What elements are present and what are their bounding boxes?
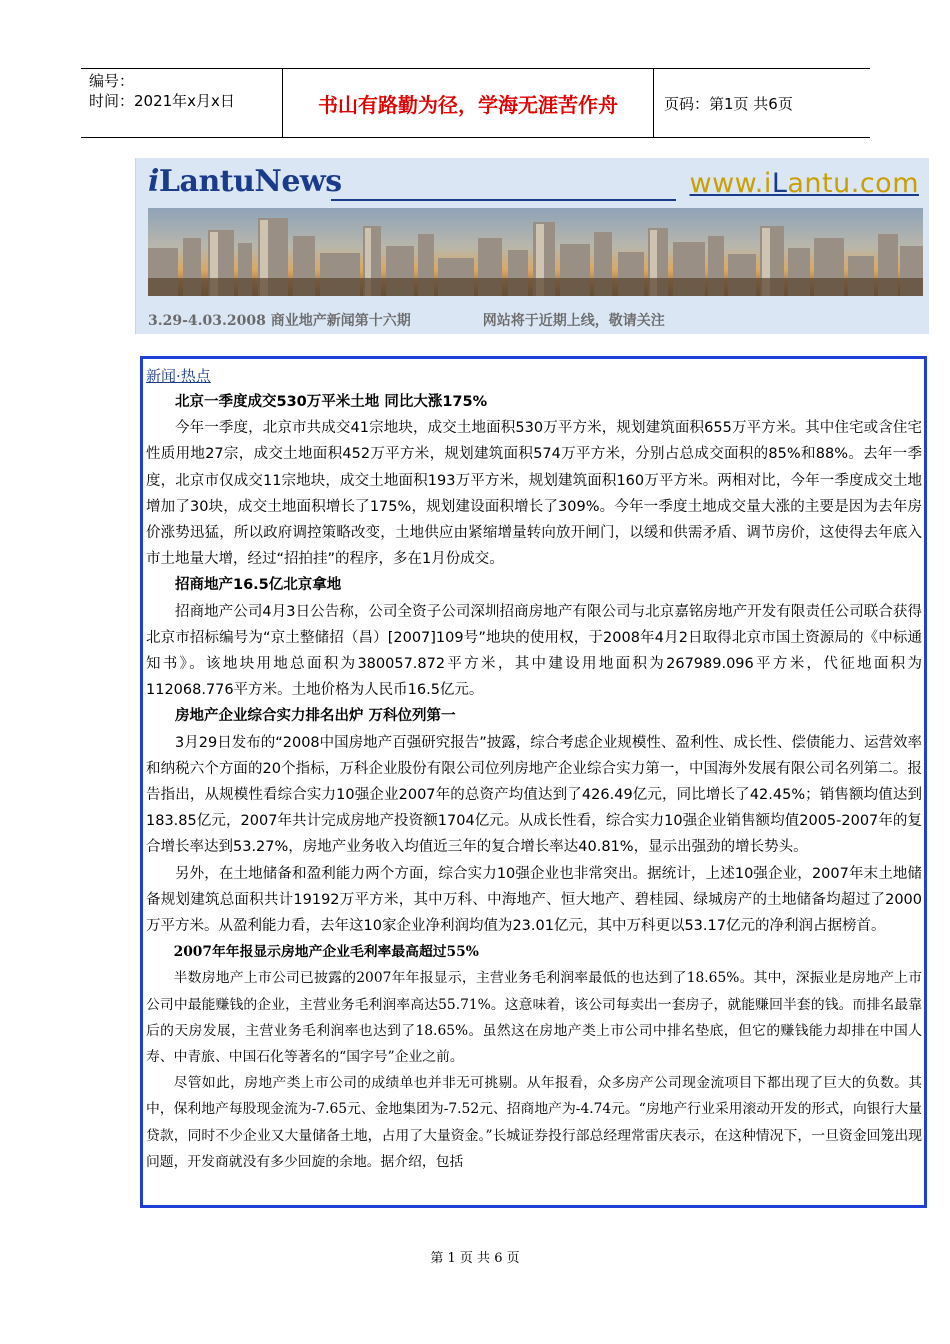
launch-notice: 网站将于近期上线，敬请关注 (482, 313, 665, 329)
issue-date: 3.29-4.03.2008 商业地产新闻第十六期 (148, 313, 411, 329)
paragraph-land-reserve: 另外，在土地储备和盈利能力两个方面，综合实力10强企业也非常突出。据统计，上述10强企业，2007年末土地储备规划建筑总面积共计19192万平方米，其中万科、中海地产、恒大地产、碧桂园、绿城房产的土地储备均超过了2000万平方米。从盈利能力看，去年这10家企业净利润均值为23.01亿元，其中万科更以53.17亿元的净利润占据榜首。 (146, 865, 922, 935)
skyline-image (148, 208, 923, 296)
header-meta (81, 69, 283, 137)
issue-line (148, 310, 665, 330)
headline-gross-margin: 2007年年报显示房地产企业毛利率最高超过55% (173, 944, 479, 961)
time-label: 时间：2021年x月x日 (89, 92, 235, 110)
headline-ranking: 房地产企业综合实力排名出炉 万科位列第一 (175, 708, 456, 725)
paragraph-beijing-land: 今年一季度，北京市共成交41宗地块，成交土地面积530万平方米，规划建筑面积655万平方米。其中住宅或含住宅性质用地27宗，成交土地面积452万平方米，规划建筑面积574万平方米，分别占总成交面积的85%和88%。去年一季度，北京市仅成交11宗地块，成交土地面积193万平方米，规划建筑面积160万平方米。两相对比，今年一季度成交土地增加了30块，成交土地面积增长了175%，规划建设面积增长了309%。今年一季度土地成交量大涨的主要是因为去年房价涨势迅猛，所以政府调控策略改变，土地供应由紧缩增量转向放开闸门，以缓和供需矛盾、调节房价，这使得去年底入市土地量大增，经过“招拍挂”的程序，多在1月份成交。 (146, 420, 922, 568)
paragraph-gross-margin: 半数房地产上市公司已披露的2007年年报显示，主营业务毛利润率最低的也达到了18.65%。其中，深振业是房地产上市公司中最能赚钱的企业，主营业务毛利润率高达55.71%。这意味着，该公司每卖出一套房子，就能赚回半套的钱。而排名最靠后的天房发展，主营业务毛利润率也达到了18.65%。虽然这在房地产类上市公司中排名垫底，但它的赚钱能力却排在中国人寿、中青旅、中国石化等著名的“国字号”企业之前。 (146, 970, 922, 1066)
news-hotspot-tag[interactable]: 新闻·热点 (146, 367, 211, 385)
page-label: 页码：第1页 共6页 (664, 94, 793, 113)
city-skyline-photo (148, 208, 923, 296)
document-header (81, 68, 870, 138)
website-link[interactable]: www.iLantu.com (689, 168, 919, 199)
newsletter-banner (135, 158, 929, 334)
news-box (140, 356, 927, 1208)
page-footer: 第 1 页 共 6 页 (430, 1251, 520, 1266)
paragraph-cash-flow: 尽管如此，房地产类上市公司的成绩单也并非无可挑剔。从年报看，众多房产公司现金流项目下都出现了巨大的负数。其中，保利地产每股现金流为-7.65元、金地集团为-7.52元、招商地产为-4.74元。“房地产行业采用滚动开发的形式，向银行大量贷款，同时不少企业又大量储备土地，占用了大量资金。”长城证券投行部总经理常雷庆表示，在这种情况下，一旦资金回笼出现问题，开发商就没有多少回旋的余地。据介绍，包括 (146, 1075, 922, 1170)
brand-underline (331, 199, 676, 201)
number-label: 编号： (89, 72, 135, 90)
headline-beijing-land: 北京一季度成交530万平米土地 同比大涨175% (175, 394, 488, 410)
motto: 书山有路勤为径，学海无涯苦作舟 (283, 69, 654, 137)
paragraph-china-merchants: 招商地产公司4月3日公告称，公司全资子公司深圳招商房地产有限公司与北京嘉铭房地产开发有限责任公司联合获得北京市招标编号为“京土整储招（昌）[2007]109号”地块的使用权，于2008年4月2日取得北京市国土资源局的《中标通知书》。该地块用地总面积为380057.872平方米，其中建设用地面积为267989.096平方米，代征地面积为112068.776平方米。土地价格为人民币16.5亿元。 (146, 603, 922, 699)
headline-china-merchants: 招商地产16.5亿北京拿地 (175, 577, 342, 594)
news-body (146, 389, 922, 1175)
paragraph-ranking: 3月29日发布的“2008中国房地产百强研究报告”披露，综合考虑企业规模性、盈利性、成长性、偿债能力、运营效率和纳税六个方面的20个指标，万科企业股份有限公司位列房地产企业综合实力第一，中国海外发展有限公司名列第二。报告指出，从规模性看综合实力10强企业2007年的总资产均值达到了426.49亿元，同比增长了42.45%；销售额均值达到183.85亿元，2007年共计完成房地产投资额1704亿元。从成长性看，综合实力10强企业销售额均值2005-2007年的复合增长率达到53.27%，房地产业务收入均值近三年的复合增长率达40.81%，显示出强劲的增长势头。 (146, 734, 922, 856)
brand-logo: iLantuNews (148, 164, 342, 199)
